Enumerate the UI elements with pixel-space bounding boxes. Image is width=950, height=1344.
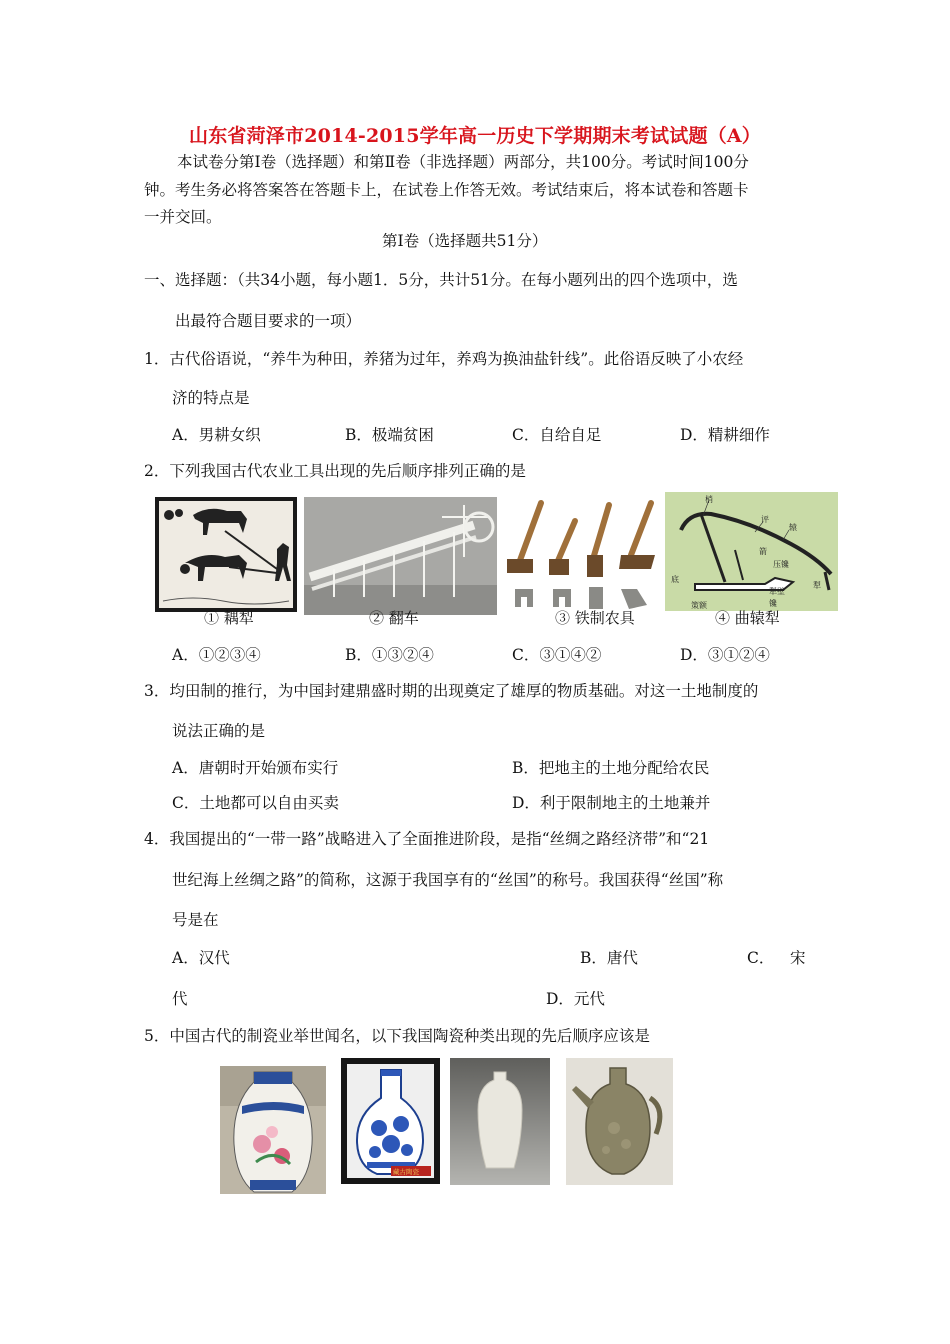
plow-label-ping: 评 — [761, 515, 769, 524]
plow-label-li: 犁 — [813, 581, 821, 590]
q1-option-b: B．极端贫困 — [345, 426, 434, 444]
vase-stamp-text: 藏古陶瓷 — [393, 1168, 419, 1176]
water-wheel-image — [304, 497, 497, 615]
document-title: 山东省菏泽市2014-2015学年高一历史下学期期末考试试题（A） — [189, 125, 761, 147]
ox-plow-image — [155, 497, 297, 612]
curved-plow-diagram — [665, 492, 838, 611]
q4-line-3: 号是在 — [172, 911, 219, 929]
q4-option-c-text: 宋 — [790, 949, 806, 967]
q1-line-2: 济的特点是 — [172, 389, 250, 407]
part1-line-1: 一、选择题：（共34小题，每小题1．5分，共计51分。在每小题列出的四个选项中，选 — [144, 271, 738, 289]
plow-label-chan: 镵 — [769, 599, 777, 608]
celadon-ewer-image — [566, 1058, 673, 1185]
q4-option-c: C． — [747, 949, 775, 967]
q1-line-1: 1．古代俗语说，“养牛为种田，养猪为过年，养鸡为换油盐针线”。此俗语反映了小农经 — [144, 350, 744, 368]
q4-option-a: A．汉代 — [172, 949, 230, 967]
q4-line-2: 世纪海上丝绸之路”的简称，这源于我国享有的“丝国”的称号。我国获得“丝国”称 — [172, 871, 724, 889]
q2-stem: 2．下列我国古代农业工具出现的先后顺序排列正确的是 — [144, 462, 526, 480]
q2-option-b: B．①③②④ — [345, 646, 434, 664]
caption-water-wheel: ② 翻车 — [369, 609, 419, 627]
plow-label-cee: 策额 — [691, 601, 707, 610]
blue-white-vase-image — [341, 1058, 440, 1184]
q1-option-a: A．男耕女织 — [172, 426, 261, 444]
plow-label-jian: 箭 — [759, 547, 767, 556]
caption-ox-plow: ① 耦犁 — [204, 609, 254, 627]
q3-option-b: B．把地主的土地分配给农民 — [512, 759, 710, 777]
plow-label-di: 底 — [671, 575, 679, 584]
q2-option-a: A．①②③④ — [172, 646, 261, 664]
q3-option-c: C．土地都可以自由买卖 — [172, 794, 339, 812]
intro-line-3: 一并交回。 — [144, 208, 222, 226]
plow-label-shao: 梢 — [705, 495, 713, 504]
q3-option-a: A．唐朝时开始颁布实行 — [172, 759, 339, 777]
white-meiping-vase-image — [450, 1058, 550, 1185]
q4-option-c-continued: 代 — [172, 990, 188, 1008]
plow-label-yuan: 辕 — [789, 523, 797, 532]
q4-option-d: D．元代 — [546, 990, 605, 1008]
plow-label-yachan: 压镵 — [773, 560, 789, 569]
q5-stem: 5．中国古代的制瓷业举世闻名，以下我国陶瓷种类出现的先后顺序应该是 — [144, 1027, 650, 1045]
famille-rose-vase-image — [220, 1066, 326, 1194]
intro-line-2: 钟。考生务必将答案答在答题卡上，在试卷上作答无效。考试结束后，将本试卷和答题卡 — [144, 181, 749, 199]
section-title: 第I卷（选择题共51分） — [382, 232, 548, 250]
caption-iron-tools: ③ 铁制农具 — [555, 609, 635, 627]
iron-tools-image — [505, 497, 658, 615]
q1-option-d: D．精耕细作 — [680, 426, 770, 444]
part1-line-2: 出最符合题目要求的一项） — [175, 312, 362, 330]
q3-line-2: 说法正确的是 — [172, 722, 266, 740]
q4-line-1: 4．我国提出的“一带一路”战略进入了全面推进阶段，是指“丝绸之路经济带”和“21 — [144, 830, 710, 848]
q3-option-d: D．利于限制地主的土地兼并 — [512, 794, 711, 812]
q1-option-c: C．自给自足 — [512, 426, 602, 444]
plow-label-libi: 犁壁 — [769, 587, 785, 596]
q2-option-c: C．③①④② — [512, 646, 602, 664]
q4-option-b: B．唐代 — [580, 949, 638, 967]
q3-line-1: 3．均田制的推行，为中国封建鼎盛时期的出现奠定了雄厚的物质基础。对这一土地制度的 — [144, 682, 759, 700]
intro-line-1: 本试卷分第I卷（选择题）和第Ⅱ卷（非选择题）两部分，共100分。考试时间100分 — [177, 153, 749, 171]
q2-option-d: D．③①②④ — [680, 646, 770, 664]
caption-curved-plow: ④ 曲辕犁 — [715, 609, 780, 627]
